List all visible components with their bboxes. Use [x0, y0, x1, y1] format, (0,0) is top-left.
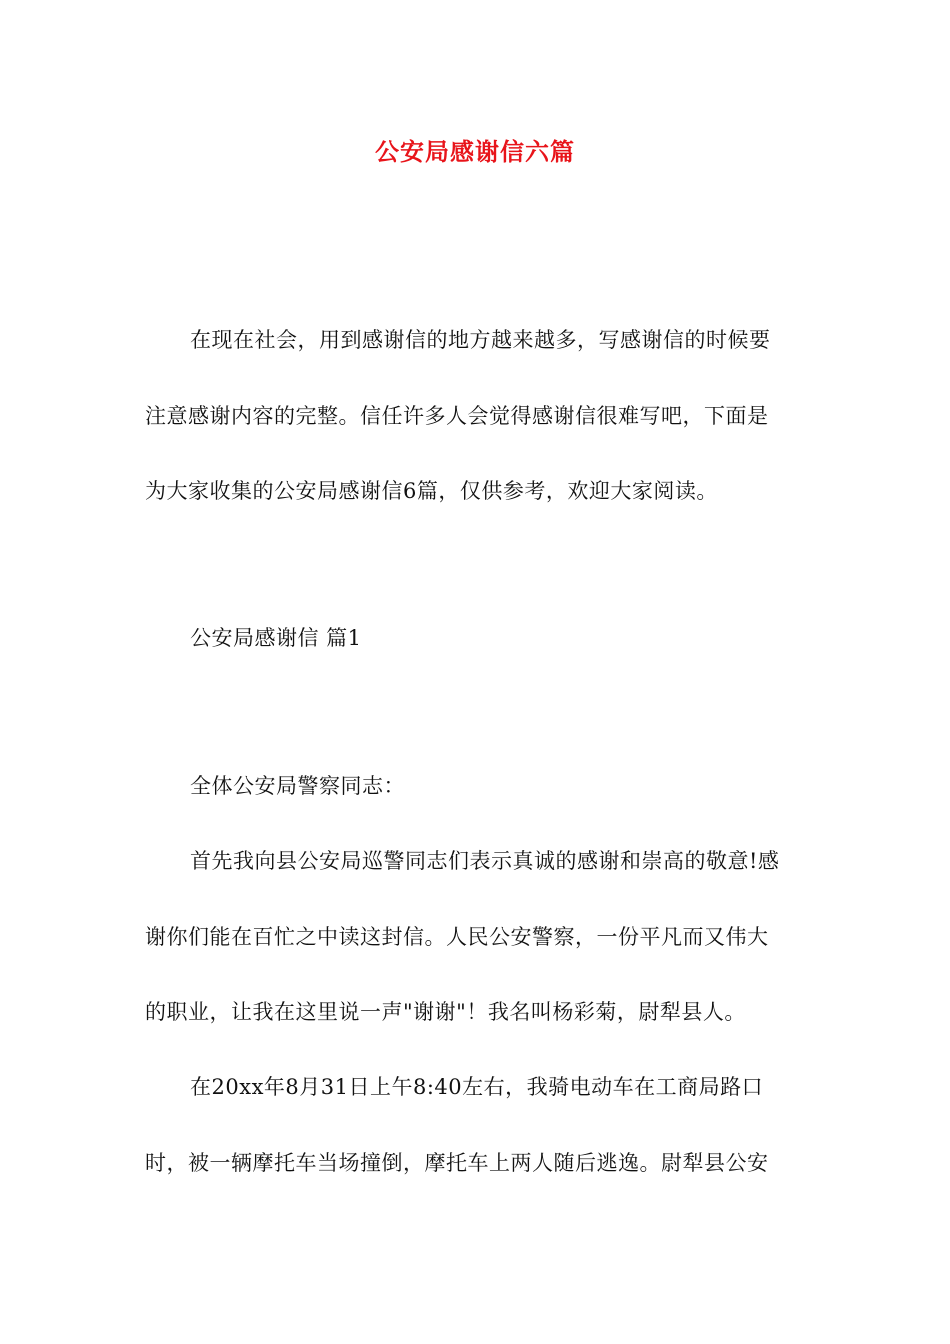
paragraph2-line-2: 时，被一辆摩托车当场撞倒，摩托车上两人随后逃逸。尉犁县公安 — [145, 1151, 769, 1175]
intro-line-1: 在现在社会，用到感谢信的地方越来越多，写感谢信的时候要 — [190, 328, 771, 352]
intro-line-3: 为大家收集的公安局感谢信6篇，仅供参考，欢迎大家阅读。 — [145, 479, 718, 503]
paragraph1-line-2: 谢你们能在百忙之中读这封信。人民公安警察，一份平凡而又伟大 — [145, 925, 769, 949]
document-title: 公安局感谢信六篇 — [375, 137, 575, 166]
paragraph2-line-1: 在20xx年8月31日上午8:40左右，我骑电动车在工商局路口 — [190, 1075, 764, 1099]
intro-line-2: 注意感谢内容的完整。信任许多人会觉得感谢信很难写吧，下面是 — [145, 404, 769, 428]
paragraph1-line-3: 的职业，让我在这里说一声"谢谢"！我名叫杨彩菊，尉犁县人。 — [145, 1000, 746, 1024]
paragraph1-line-1: 首先我向县公安局巡警同志们表示真诚的感谢和崇高的敬意!感 — [190, 849, 780, 873]
salutation: 全体公安局警察同志： — [190, 774, 405, 798]
section-heading: 公安局感谢信 篇1 — [190, 626, 362, 650]
